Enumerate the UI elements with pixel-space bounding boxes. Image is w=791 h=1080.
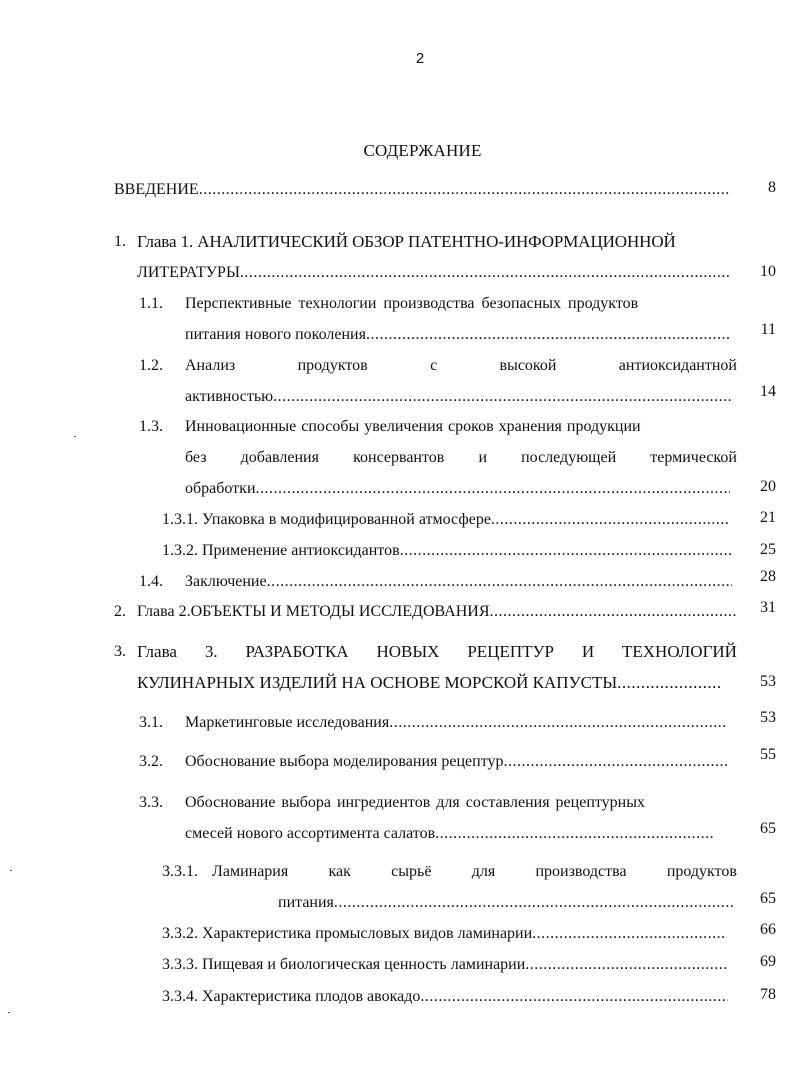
word: продуктов [297,357,368,374]
dot-leader [389,713,728,733]
toc-entry-1-4 [185,572,732,592]
toc-entry-1-3-line2 [185,448,737,468]
toc-entry-ch1-line1: Глава 1. АНАЛИТИЧЕСКИЙ ОБЗОР ПАТЕНТНО-ИНФОРМАЦИОННОЙ [137,232,676,251]
word: термической [650,449,737,466]
toc-entry-3-3-4 [162,987,728,1007]
word: антиоксидантной [618,357,737,374]
toc-page-number: 65 [760,820,776,837]
toc-entry-number: 2. [114,603,126,620]
toc-page-number: 25 [760,541,776,558]
toc-page-number: 53 [760,709,776,726]
toc-entry-label: 1.3.2. Применение антиоксидантов [162,542,400,559]
toc-entry-label: Маркетинговые исследования [185,714,390,731]
toc-entry-ch3-line1 [137,642,737,662]
word: и [478,449,487,466]
toc-entry-ch2 [137,602,737,622]
toc-entry-label: обработки [185,480,256,497]
toc-entry-label: КУЛИНАРНЫХ ИЗДЕЛИЙ НА ОСНОВЕ МОРСКОЙ КАПУСТЫ [137,673,618,692]
toc-entry-3-3-1-line1 [212,862,737,882]
toc-entry-3-3-line1: Обоснование выбора ингредиентов для составления рецептурных [185,794,645,811]
word: РАЗРАБОТКА [245,642,349,661]
word: сырьё [391,863,432,880]
toc-page-number: 31 [760,599,776,616]
toc-page-number: 65 [760,890,776,907]
toc-entry-label: питания [278,894,334,911]
word: ТЕХНОЛОГИЙ [622,642,737,661]
dot-leader [273,387,733,407]
toc-entry-ch1-line2 [137,263,729,283]
word: последующей [521,449,617,466]
scan-speck [10,870,12,871]
toc-entry-number: 3. [114,643,126,660]
toc-entry-label: 1.3.1. Упаковка в модифицированной атмосфере [162,511,491,528]
toc-entry-label: питания нового поколения [185,326,366,343]
scan-speck [74,436,76,437]
toc-page-number: 55 [760,746,776,763]
page-title: СОДЕРЖАНИЕ [363,141,482,160]
dot-leader [334,893,734,913]
dot-leader [617,673,720,693]
toc-entry-number: 3.2. [139,753,163,770]
toc-entry-3-2 [185,752,728,772]
dot-leader [490,602,737,622]
toc-page-number: 69 [760,953,776,970]
dot-leader [532,924,726,944]
toc-page-number: 11 [760,321,776,338]
toc-entry-1-3-2 [162,541,732,561]
toc-page-number: 78 [760,986,776,1003]
toc-entry-number: 1.1. [139,295,163,312]
word: РЕЦЕПТУР [467,642,554,661]
scan-speck [8,1012,10,1013]
toc-entry-label: 3.3.2. Характеристика промысловых видов ламинарии [162,925,533,942]
dot-leader [400,541,732,561]
word: Анализ [185,357,236,374]
word: НОВЫХ [376,642,440,661]
toc-entry-label: ВВЕДЕНИЕ [114,181,199,198]
toc-entry-label: активностью [185,388,274,405]
dot-leader [491,510,730,530]
word: без [185,449,207,466]
toc-entry-label: 3.3.3. Пищевая и биологическая ценность ламинарии [162,956,526,973]
toc-entry-number: 1.4. [139,573,163,590]
word: И [581,642,595,661]
word: Ламинария [212,863,289,880]
toc-entry-3-3-line2 [185,824,715,844]
toc-entry-1-1-line2 [185,325,730,345]
toc-page-number: 53 [760,673,776,690]
toc-entry-1-3-line1: Инновационные способы увеличения сроков хранения продукции [185,418,641,435]
toc-entry-number: 3.3. [139,794,163,811]
toc-entry-ch3-line2 [137,673,720,693]
toc-entry-1-2-line1 [185,356,737,376]
toc-entry-1-2-line2 [185,387,733,407]
toc-entry-label: 3.3.4. Характеристика плодов авокадо [162,988,421,1005]
toc-entry-number: 1.3. [139,418,163,435]
word: консервантов [353,449,445,466]
dot-leader [199,180,729,200]
toc-entry-3-3-3 [162,955,728,975]
word: производства [535,863,627,880]
toc-entry-3-3-1-line2 [278,893,734,913]
toc-entry-1-1-line1: Перспективные технологии производства безопасных продуктов [185,295,639,312]
dot-leader [366,325,730,345]
toc-entry-3-1 [185,713,728,733]
word: высокой [499,357,557,374]
toc-entry-label: Глава 2.ОБЪЕКТЫ И МЕТОДЫ ИССЛЕДОВАНИЯ [137,603,490,620]
toc-entry-1-3-1 [162,510,730,530]
toc-entry-label: Заключение [185,573,267,590]
word: добавления [240,449,319,466]
toc-entry-number: 3.3.1. [162,863,198,880]
dot-leader [267,572,732,592]
toc-page-number: 10 [760,263,776,280]
page-number: 2 [415,50,425,67]
toc-entry-1-3-line3 [185,479,730,499]
toc-page-number: 21 [760,509,776,526]
toc-entry-number: 1.2. [139,357,163,374]
word: продуктов [666,863,737,880]
word: 3. [204,642,218,661]
dot-leader [503,752,728,772]
toc-entry-label: ЛИТЕРАТУРЫ [137,264,240,281]
word: Глава [137,642,177,661]
toc-entry-intro [114,180,729,200]
toc-entry-label: смесей нового ассортимента салатов [185,825,436,842]
dot-leader [240,263,729,283]
toc-page-number: 28 [760,568,776,585]
word: с [430,357,438,374]
word: как [328,863,351,880]
toc-entry-number: 1. [114,233,126,250]
dot-leader [435,824,715,844]
dot-leader [256,479,731,499]
toc-page-number: 8 [768,179,776,196]
toc-entry-label: Обоснование выбора моделирования рецептур [185,753,504,770]
toc-page-number: 20 [760,478,776,495]
toc-page-number: 14 [760,383,776,400]
toc-page-number: 66 [760,921,776,938]
dot-leader [525,955,728,975]
dot-leader [420,987,728,1007]
word: для [471,863,496,880]
toc-entry-3-3-2 [162,924,726,944]
toc-entry-number: 3.1. [139,714,163,731]
